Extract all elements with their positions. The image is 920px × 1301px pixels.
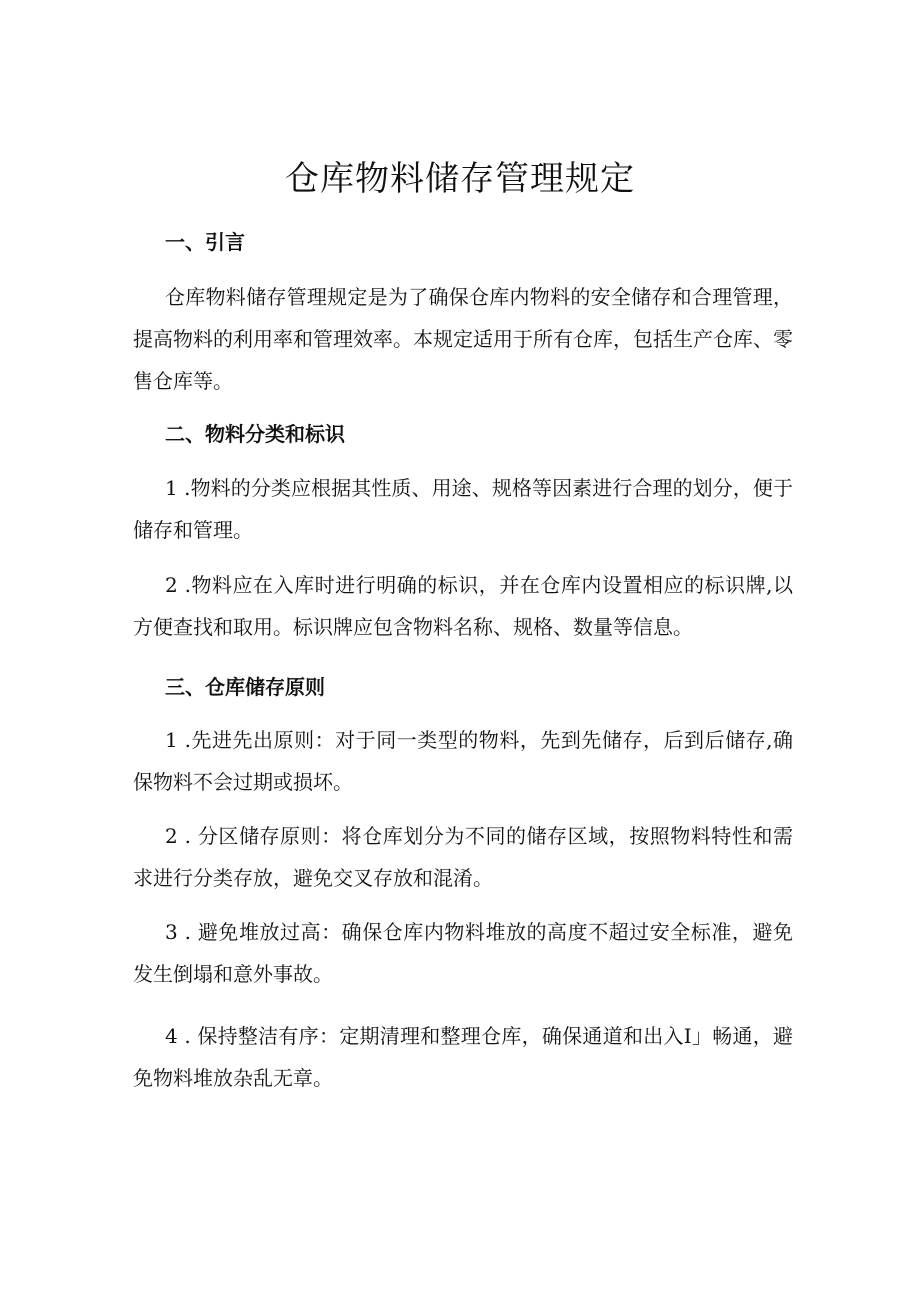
- document-title: 仓库物料储存管理规定: [285, 159, 635, 199]
- section-heading-classification: 二、物料分类和标识: [165, 422, 345, 446]
- paragraph-classification-1: 1 .物料的分类应根据其性质、用途、规格等因素进行合理的划分，便于储存和管理。: [133, 476, 793, 542]
- paragraph-classification-2: 2 .物料应在入库时进行明确的标识，并在仓库内设置相应的标识牌,以方便查找和取用。标识牌应包含物料名称、规格、数量等信息。: [133, 573, 793, 639]
- paragraph-introduction: 仓库物料储存管理规定是为了确保仓库内物料的安全储存和合理管理，提高物料的利用率和管理效率。本规定适用于所有仓库，包括生产仓库、零售仓库等。: [133, 285, 793, 393]
- section-heading-introduction: 一、引言: [165, 230, 245, 254]
- paragraph-principle-4: 4 . 保持整洁有序：定期清理和整理仓库，确保通道和出入I」畅通，避免物料堆放杂乱无章。: [133, 1024, 793, 1090]
- paragraph-principle-2: 2 . 分区储存原则：将仓库划分为不同的储存区域，按照物料特性和需求进行分类存放，避免交叉存放和混淆。: [133, 824, 793, 890]
- paragraph-principle-1: 1 .先进先出原则：对于同一类型的物料，先到先储存，后到后储存,确保物料不会过期或损坏。: [133, 728, 793, 794]
- section-heading-storage-principles: 三、仓库储存原则: [165, 675, 325, 699]
- paragraph-principle-3: 3 . 避免堆放过高：确保仓库内物料堆放的高度不超过安全标准，避免发生倒塌和意外事故。: [133, 920, 793, 986]
